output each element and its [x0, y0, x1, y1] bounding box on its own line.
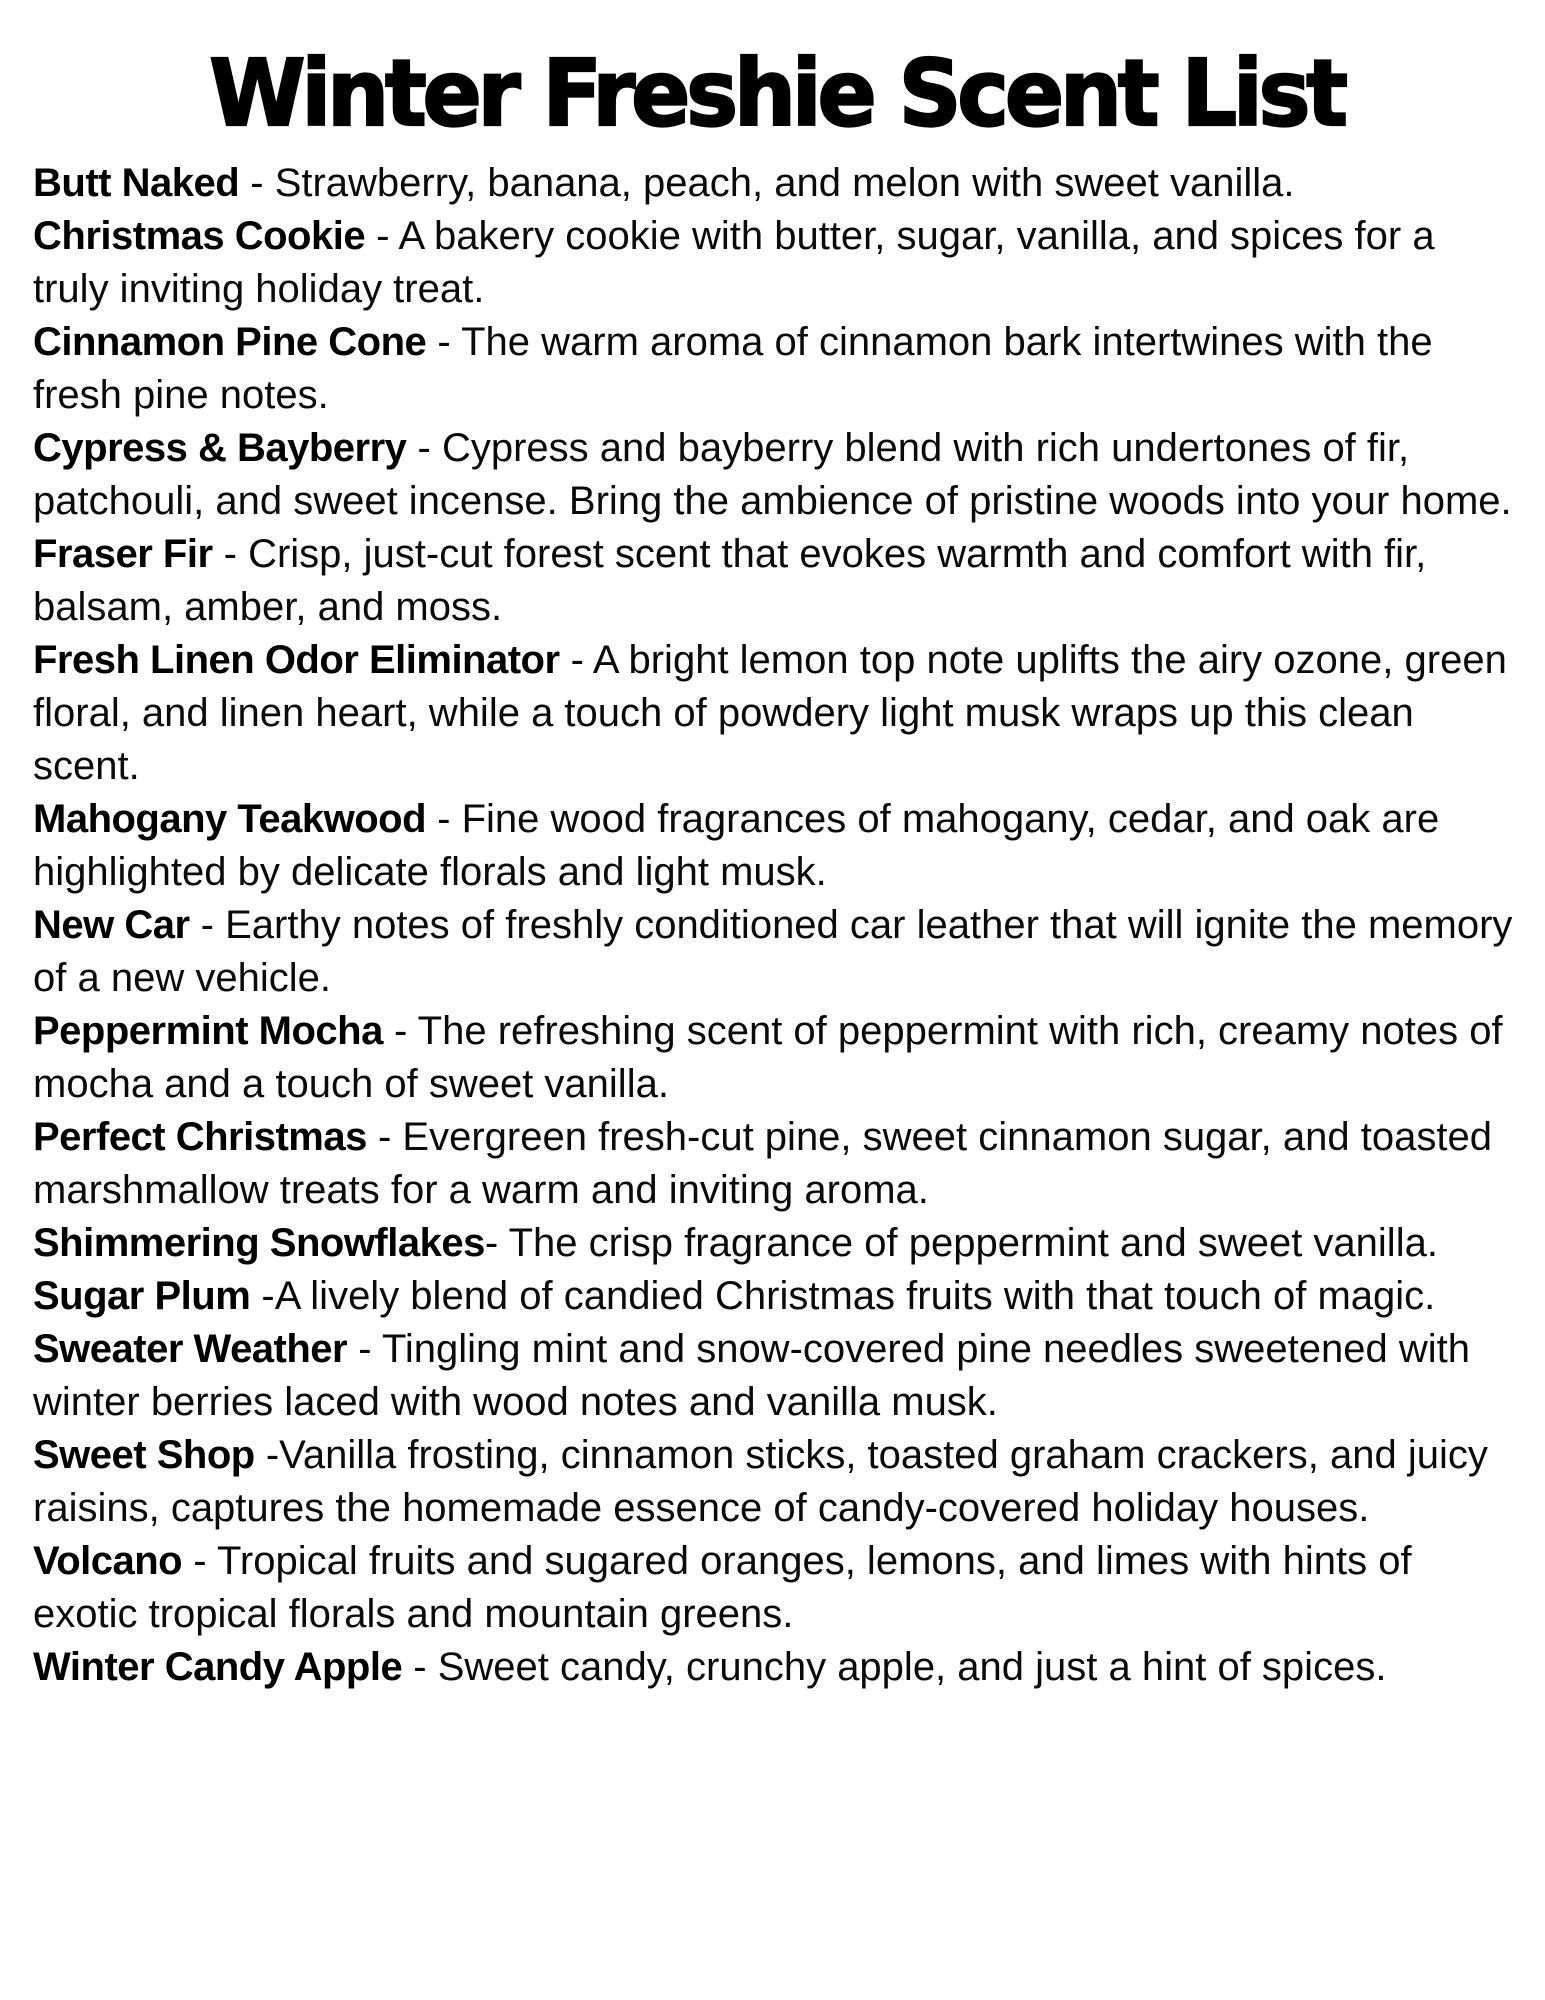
- scent-name: Peppermint Mocha: [33, 1009, 383, 1054]
- scent-name: Fresh Linen Odor Eliminator: [33, 638, 560, 683]
- scent-name: Sugar Plum: [33, 1274, 251, 1319]
- scent-separator: -: [189, 903, 226, 948]
- scent-entry-mahogany-teakwood: [33, 793, 1520, 899]
- scent-separator: -: [365, 214, 399, 259]
- page-title: Winter Freshie Scent List: [209, 40, 1344, 147]
- scent-separator: -: [426, 797, 462, 842]
- scent-description: Tingling mint and snow-covered pine needles sweetened with winter berries laced with wood notes and vanilla musk.: [33, 1327, 1470, 1425]
- scent-name: Fraser Fir: [33, 532, 213, 577]
- scent-description: The refreshing scent of peppermint with rich, creamy notes of mocha and a touch of sweet vanilla.: [33, 1009, 1503, 1107]
- scent-name: Cypress & Bayberry: [33, 426, 407, 471]
- scent-description: Sweet candy, crunchy apple, and just a hint of spices.: [437, 1645, 1387, 1690]
- scent-description: Tropical fruits and sugared oranges, lemons, and limes with hints of exotic tropical florals and mountain greens.: [33, 1539, 1412, 1637]
- scent-description: A lively blend of candied Christmas fruits with that touch of magic.: [274, 1274, 1436, 1319]
- scent-description: Vanilla frosting, cinnamon sticks, toasted graham crackers, and juicy raisins, captures the homemade essence of candy-covered holiday houses.: [33, 1433, 1488, 1531]
- scent-name: Shimmering Snowflakes: [33, 1221, 485, 1266]
- scent-entry-cinnamon-pine-cone: [33, 316, 1520, 422]
- scent-separator: -: [402, 1645, 438, 1690]
- scent-separator: -: [254, 1433, 280, 1478]
- scent-description: Crisp, just-cut forest scent that evokes warmth and comfort with fir, balsam, amber, and moss.: [33, 532, 1427, 630]
- scent-description: A bakery cookie with butter, sugar, vanilla, and spices for a truly inviting holiday treat.: [33, 214, 1435, 312]
- scent-separator: -: [382, 1009, 418, 1054]
- scent-entry-fraser-fir: [33, 528, 1520, 634]
- scent-name: Sweet Shop: [33, 1433, 255, 1478]
- scent-separator: -: [559, 638, 593, 683]
- scent-separator: -: [347, 1327, 382, 1372]
- scent-name: Butt Naked: [33, 161, 240, 206]
- scent-description: A bright lemon top note uplifts the airy ozone, green floral, and linen heart, while a touch of powdery light musk wraps up this clean scent.: [33, 638, 1507, 789]
- scent-name: Sweater Weather: [33, 1327, 348, 1372]
- scent-separator: -: [250, 1274, 275, 1319]
- scent-name: Volcano: [33, 1539, 183, 1584]
- scent-entry-new-car: [33, 899, 1520, 1005]
- scent-description: Fine wood fragrances of mahogany, cedar, and oak are highlighted by delicate florals and light musk.: [33, 797, 1440, 895]
- scent-name: New Car: [33, 903, 190, 948]
- scent-entry-perfect-christmas: [33, 1111, 1520, 1217]
- scent-entry-shimmering-snowflakes: [33, 1217, 1520, 1270]
- scent-description: Strawberry, banana, peach, and melon with sweet vanilla.: [274, 161, 1295, 206]
- scent-name: Mahogany Teakwood: [33, 797, 427, 842]
- scent-entry-cypress-bayberry: [33, 422, 1520, 528]
- scent-entry-fresh-linen-odor-eliminator: [33, 634, 1520, 793]
- scent-name: Winter Candy Apple: [33, 1645, 403, 1690]
- scent-separator: -: [484, 1221, 509, 1266]
- scent-list: [33, 157, 1520, 1694]
- scent-separator: -: [406, 426, 442, 471]
- scent-entry-sweet-shop: [33, 1429, 1520, 1535]
- scent-description: The crisp fragrance of peppermint and sweet vanilla.: [508, 1221, 1438, 1266]
- scent-entry-sweater-weather: [33, 1323, 1520, 1429]
- scent-separator: -: [182, 1539, 217, 1584]
- scent-description: The warm aroma of cinnamon bark intertwines with the fresh pine notes.: [33, 320, 1433, 418]
- scent-entry-peppermint-mocha: [33, 1005, 1520, 1111]
- scent-separator: -: [212, 532, 249, 577]
- scent-entry-volcano: [33, 1535, 1520, 1641]
- scent-description: Earthy notes of freshly conditioned car leather that will ignite the memory of a new vehicle.: [33, 903, 1513, 1001]
- scent-entry-sugar-plum: [33, 1270, 1520, 1323]
- scent-entry-butt-naked: [33, 157, 1520, 210]
- scent-separator: -: [426, 320, 462, 365]
- scent-name: Cinnamon Pine Cone: [33, 320, 427, 365]
- scent-entry-christmas-cookie: [33, 210, 1520, 316]
- scent-name: Perfect Christmas: [33, 1115, 367, 1160]
- scent-separator: -: [239, 161, 275, 206]
- scent-separator: -: [366, 1115, 403, 1160]
- scent-description: Cypress and bayberry blend with rich undertones of fir, patchouli, and sweet incense. Bring the ambience of pristine woods into your home.: [33, 426, 1512, 524]
- scent-description: Evergreen fresh-cut pine, sweet cinnamon sugar, and toasted marshmallow treats for a warm and inviting aroma.: [33, 1115, 1492, 1213]
- scent-entry-winter-candy-apple: [33, 1641, 1520, 1694]
- scent-name: Christmas Cookie: [33, 214, 366, 259]
